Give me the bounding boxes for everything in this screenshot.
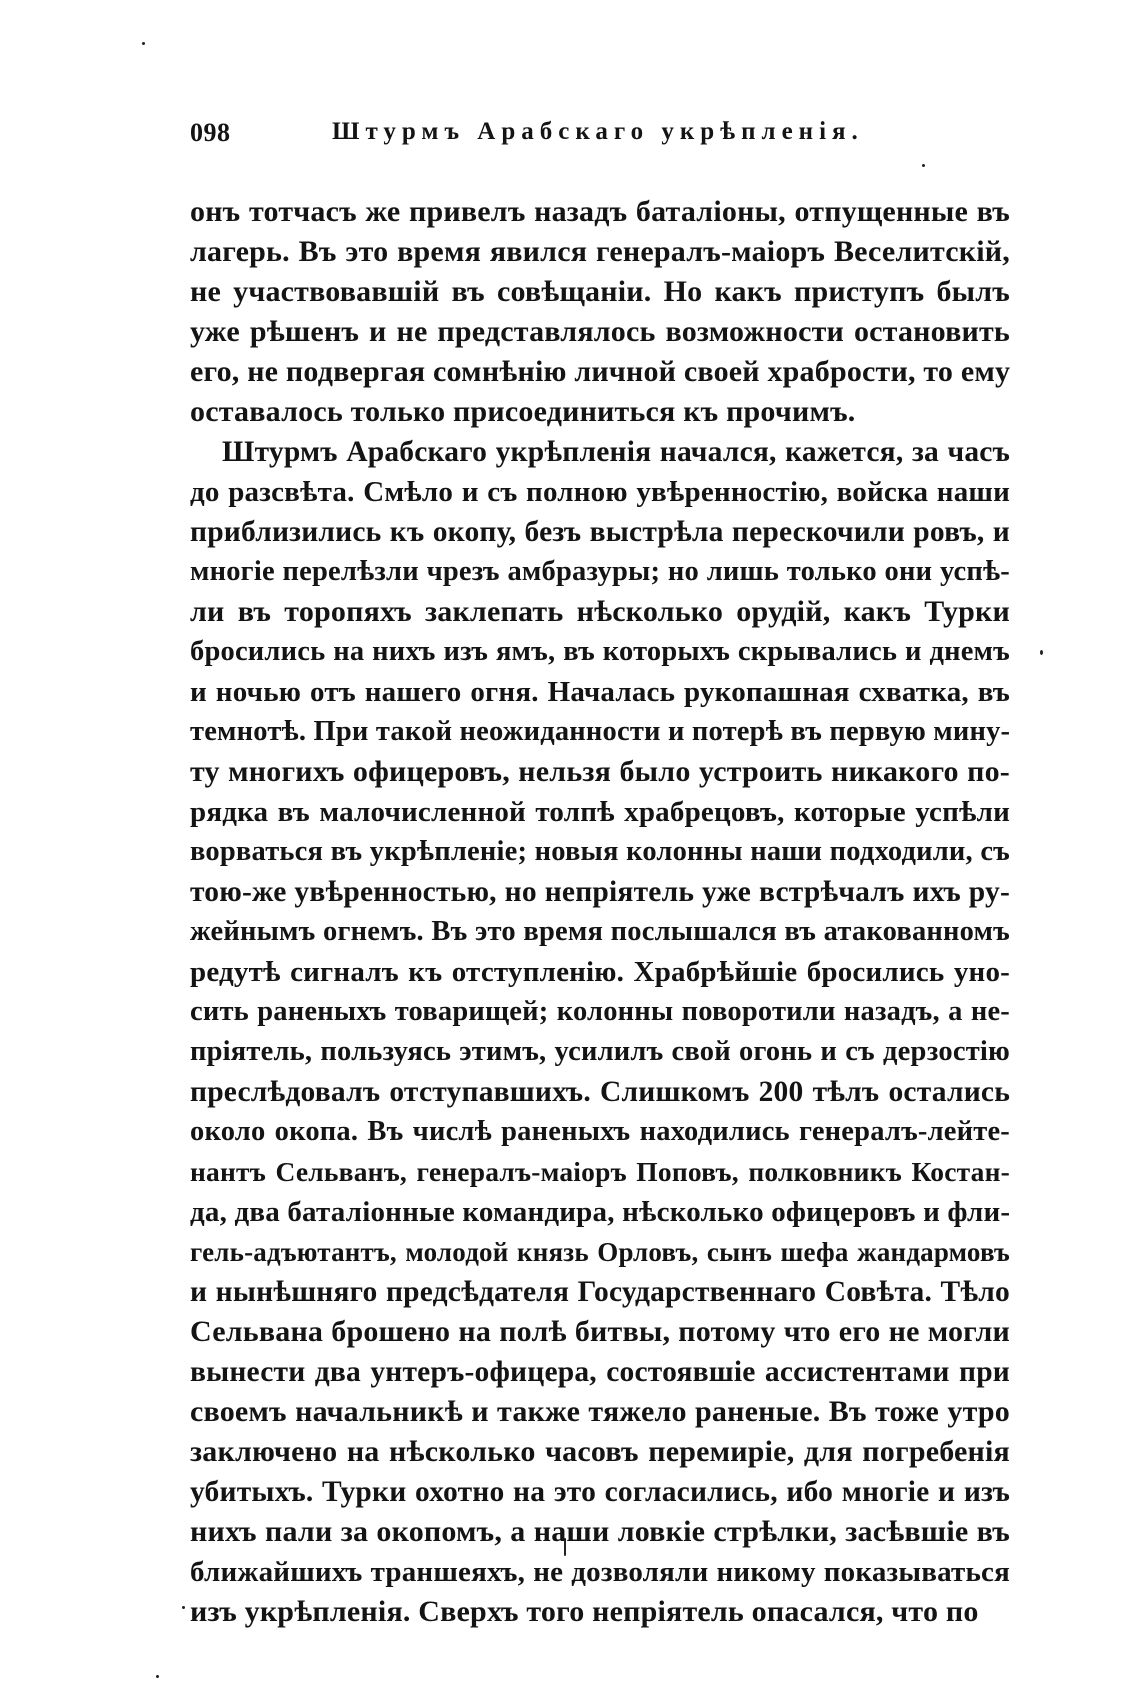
text-line: Штурмъ Арабскаго укрѣпленія начался, кажется, за часъ xyxy=(222,436,1010,468)
print-speck xyxy=(142,42,145,45)
text-line: оставалось только присоединиться къ прочимъ. xyxy=(190,395,856,428)
text-line: онъ тотчасъ же привелъ назадъ баталіоны, отпущенные въ xyxy=(190,195,1010,228)
text-line: темнотѣ. При такой неожиданности и потерѣ въ первую мину- xyxy=(190,716,1011,747)
text-line: пріятель, пользуясь этимъ, усилилъ свой огонь и съ дерзостію xyxy=(190,1036,1010,1067)
text-line: вынести два унтеръ-офицера, состоявшіе ассистентами при xyxy=(190,1356,1010,1388)
text-line: ту многихъ офицеровъ, нельзя было устроить никакого по- xyxy=(190,755,1010,788)
text-line: жейнымъ огнемъ. Въ это время послышался въ атакованномъ xyxy=(190,916,1010,947)
text-line: бросились на нихъ изъ ямъ, въ которыхъ скрывались и днемъ xyxy=(190,636,1010,667)
text-line: и нынѣшняго предсѣдателя Государственнаго Совѣта. Тѣло xyxy=(190,1276,1010,1308)
print-speck xyxy=(182,1606,185,1609)
body-text xyxy=(190,192,1010,1632)
text-line: ли въ торопяхъ заклепать нѣсколько орудій, какъ Турки xyxy=(190,595,1010,628)
text-line: своемъ начальникѣ и также тяжело раненые. Въ тоже утро xyxy=(190,1395,1010,1428)
running-title: Штурмъ Арабскаго укрѣпленія. xyxy=(332,118,864,145)
text-line: около окопа. Въ числѣ раненыхъ находились генералъ-лейте- xyxy=(190,1116,1010,1147)
text-line: не участвовавшій въ совѣщаніи. Но какъ приступъ былъ xyxy=(190,275,1010,308)
text-line: редутѣ сигналъ къ отступленію. Храбрѣйшіе бросились уно- xyxy=(190,956,1010,988)
text-line: до разсвѣта. Смѣло и съ полною увѣренностію, войска наши xyxy=(190,476,1010,508)
text-line: гель-адъютантъ, молодой князь Орловъ, сынъ шефа жандармовъ xyxy=(190,1237,1010,1267)
text-line: да, два баталіонные командира, нѣсколько офицеровъ и фли- xyxy=(190,1196,1011,1228)
text-line: Сельвана брошено на полѣ битвы, потому что его не могли xyxy=(190,1315,1010,1348)
text-line: лагерь. Въ это время явился генералъ-маіоръ Веселитскій, xyxy=(190,235,1010,268)
print-speck xyxy=(1040,650,1043,655)
text-line: изъ укрѣпленія. Сверхъ того непріятель опасался, что по xyxy=(190,1595,979,1628)
text-line: приблизились къ окопу, безъ выстрѣла перескочили ровъ, и xyxy=(190,516,1010,548)
print-speck xyxy=(156,1675,159,1678)
text-line: нантъ Сельванъ, генералъ-маіоръ Поповъ, полковникъ Костан- xyxy=(190,1156,1010,1187)
page-header xyxy=(190,118,1010,158)
text-line: многіе перелѣзли чрезъ амбразуры; но лишь только они успѣ- xyxy=(190,556,1010,587)
text-line: тою-же увѣренностью, но непріятель уже встрѣчалъ ихъ ру- xyxy=(190,876,1010,908)
text-line: убитыхъ. Турки охотно на это согласились, ибо многіе и изъ xyxy=(190,1476,1010,1508)
text-line: уже рѣшенъ и не представлялось возможности остановить xyxy=(190,315,1010,348)
text-line: заключено на нѣсколько часовъ перемиріе, для погребенія xyxy=(190,1435,1010,1468)
text-line: его, не подвергая сомнѣнію личной своей храбрости, то ему xyxy=(190,355,1011,388)
text-line: нихъ пали за окопомъ, а наши ловкіе стрѣлки, засѣвшіе въ xyxy=(190,1515,1010,1548)
text-line: рядка въ малочисленной толпѣ храбрецовъ, которые успѣли xyxy=(190,796,1010,828)
text-line: и ночью отъ нашего огня. Началась рукопашная схватка, въ xyxy=(190,676,1010,708)
page-number: 098 xyxy=(190,118,231,147)
text-line: преслѣдовалъ отступавшихъ. Слишкомъ 200 тѣлъ остались xyxy=(190,1076,1010,1108)
text-line: ворваться въ укрѣпленіе; новыя колонны наши подходили, съ xyxy=(190,836,1010,867)
text-line: ближайшихъ траншеяхъ, не дозволяли никому показываться xyxy=(190,1556,1010,1588)
print-speck xyxy=(922,164,925,167)
text-line: сить раненыхъ товарищей; колонны поворотили назадъ, а не- xyxy=(190,996,1010,1027)
